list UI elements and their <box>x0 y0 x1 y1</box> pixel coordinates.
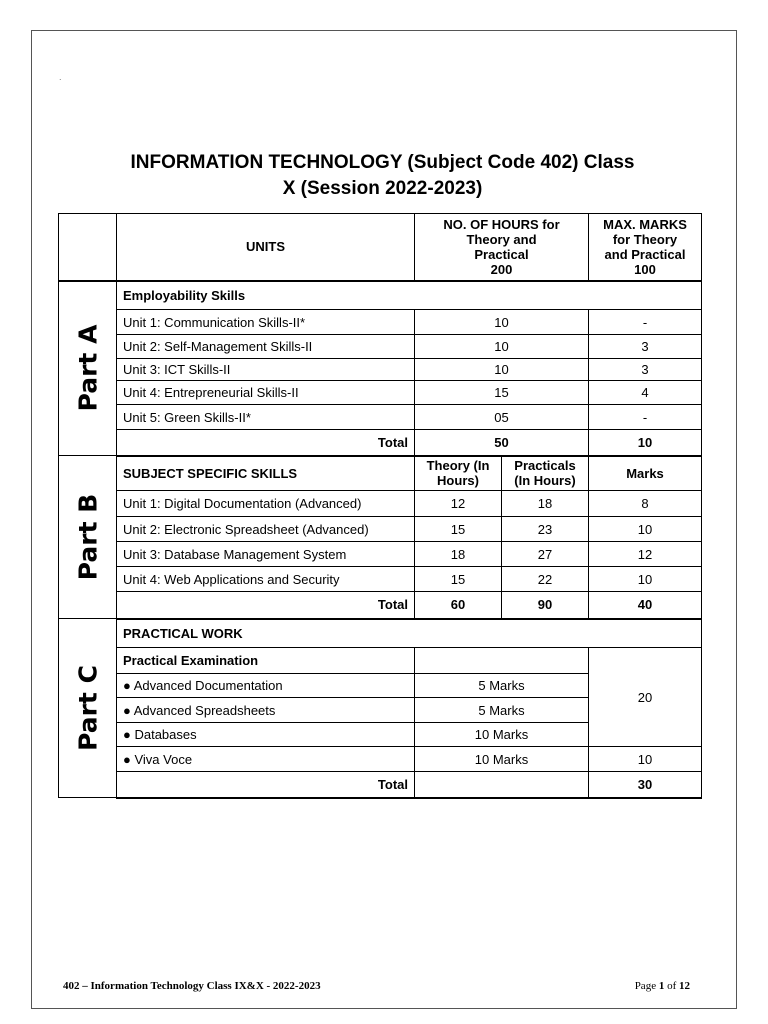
unit-theory-hours: 12 <box>415 491 502 517</box>
part-a-label: Part A <box>73 324 102 412</box>
table-row <box>59 335 702 359</box>
table-row <box>59 359 702 381</box>
part-a-section-title: Employability Skills <box>117 281 702 310</box>
unit-practical-hours: 18 <box>502 491 589 517</box>
part-a-label-cell <box>59 281 117 456</box>
unit-name: Unit 1: Communication Skills-II* <box>117 310 415 335</box>
unit-hours: 10 <box>415 310 589 335</box>
unit-practical-hours: 22 <box>502 567 589 592</box>
header-units: UNITS <box>117 214 415 281</box>
practical-item-marks: 10 Marks <box>415 723 589 747</box>
header-empty-cell <box>59 214 117 281</box>
table-row <box>59 310 702 335</box>
table-row <box>59 491 702 517</box>
practical-item: ● Advanced Documentation <box>117 674 415 698</box>
unit-marks: - <box>589 405 702 430</box>
unit-name: Unit 4: Entrepreneurial Skills-II <box>117 381 415 405</box>
unit-name: Unit 3: ICT Skills-II <box>117 359 415 381</box>
part-c-section-row <box>59 619 702 648</box>
unit-marks: - <box>589 310 702 335</box>
part-b-section-title: SUBJECT SPECIFIC SKILLS <box>117 456 415 491</box>
table-row <box>59 517 702 542</box>
unit-name: Unit 4: Web Applications and Security <box>117 567 415 592</box>
table-row <box>59 542 702 567</box>
title-line-1: INFORMATION TECHNOLOGY (Subject Code 402) Class <box>130 152 635 173</box>
practical-exam-empty <box>415 648 589 674</box>
part-c-label: Part C <box>73 665 102 751</box>
part-a-total-marks: 10 <box>589 430 702 456</box>
part-c-total-marks: 30 <box>589 772 702 798</box>
part-b-header-row <box>59 456 702 491</box>
unit-practical-hours: 27 <box>502 542 589 567</box>
table-row <box>59 381 702 405</box>
part-c-total-empty <box>415 772 589 798</box>
unit-marks: 10 <box>589 567 702 592</box>
part-b-total-theory: 60 <box>415 592 502 619</box>
unit-hours: 05 <box>415 405 589 430</box>
part-a-section-row <box>59 281 702 310</box>
part-b-label-cell <box>59 456 117 619</box>
unit-name: Unit 3: Database Management System <box>117 542 415 567</box>
practical-item-marks: 5 Marks <box>415 698 589 723</box>
part-c-total-row <box>59 772 702 798</box>
part-b-label: Part B <box>73 493 102 581</box>
part-c-exam-row <box>59 648 702 674</box>
practical-exam-label: Practical Examination <box>117 648 415 674</box>
part-b-practical-header: Practicals (In Hours) <box>502 456 589 491</box>
unit-name: Unit 5: Green Skills-II* <box>117 405 415 430</box>
unit-theory-hours: 18 <box>415 542 502 567</box>
unit-marks: 10 <box>589 517 702 542</box>
part-b-total-marks: 40 <box>589 592 702 619</box>
practical-item-marks: 10 Marks <box>415 747 589 772</box>
part-b-total-label: Total <box>117 592 415 619</box>
footer-page-number: Page 1 of 12 <box>634 980 690 992</box>
unit-marks: 8 <box>589 491 702 517</box>
unit-marks: 12 <box>589 542 702 567</box>
part-b-marks-header: Marks <box>589 456 702 491</box>
practical-item: ● Viva Voce <box>117 747 415 772</box>
title-line-2: X (Session 2022-2023) <box>282 178 483 199</box>
table-header-row <box>59 214 702 281</box>
part-c-label-cell <box>59 619 117 798</box>
unit-hours: 10 <box>415 359 589 381</box>
table-row <box>59 747 702 772</box>
stray-dot: . <box>59 72 62 82</box>
unit-name: Unit 1: Digital Documentation (Advanced) <box>117 491 415 517</box>
practical-item: ● Databases <box>117 723 415 747</box>
part-b-total-row <box>59 592 702 619</box>
viva-max-marks: 10 <box>589 747 702 772</box>
table-row <box>59 567 702 592</box>
part-a-total-row <box>59 430 702 456</box>
unit-marks: 3 <box>589 359 702 381</box>
unit-name: Unit 2: Electronic Spreadsheet (Advanced) <box>117 517 415 542</box>
practical-item: ● Advanced Spreadsheets <box>117 698 415 723</box>
part-c-total-label: Total <box>117 772 415 798</box>
part-c-section-title: PRACTICAL WORK <box>117 619 702 648</box>
header-marks: MAX. MARKS for Theory and Practical 100 <box>589 214 702 281</box>
practical-exam-max-marks: 20 <box>589 648 702 747</box>
footer-document-title: 402 – Information Technology Class IX&X - 2022-2023 <box>63 980 321 992</box>
header-hours: NO. OF HOURS for Theory and Practical 200 <box>415 214 589 281</box>
unit-name: Unit 2: Self-Management Skills-II <box>117 335 415 359</box>
unit-hours: 15 <box>415 381 589 405</box>
part-a-total-hours: 50 <box>415 430 589 456</box>
practical-item-marks: 5 Marks <box>415 674 589 698</box>
unit-hours: 10 <box>415 335 589 359</box>
table-row <box>59 405 702 430</box>
part-b-theory-header: Theory (In Hours) <box>415 456 502 491</box>
unit-marks: 3 <box>589 335 702 359</box>
unit-theory-hours: 15 <box>415 567 502 592</box>
unit-marks: 4 <box>589 381 702 405</box>
part-a-total-label: Total <box>117 430 415 456</box>
unit-practical-hours: 23 <box>502 517 589 542</box>
syllabus-table <box>58 213 702 799</box>
part-b-total-practical: 90 <box>502 592 589 619</box>
unit-theory-hours: 15 <box>415 517 502 542</box>
document-title <box>60 150 705 202</box>
